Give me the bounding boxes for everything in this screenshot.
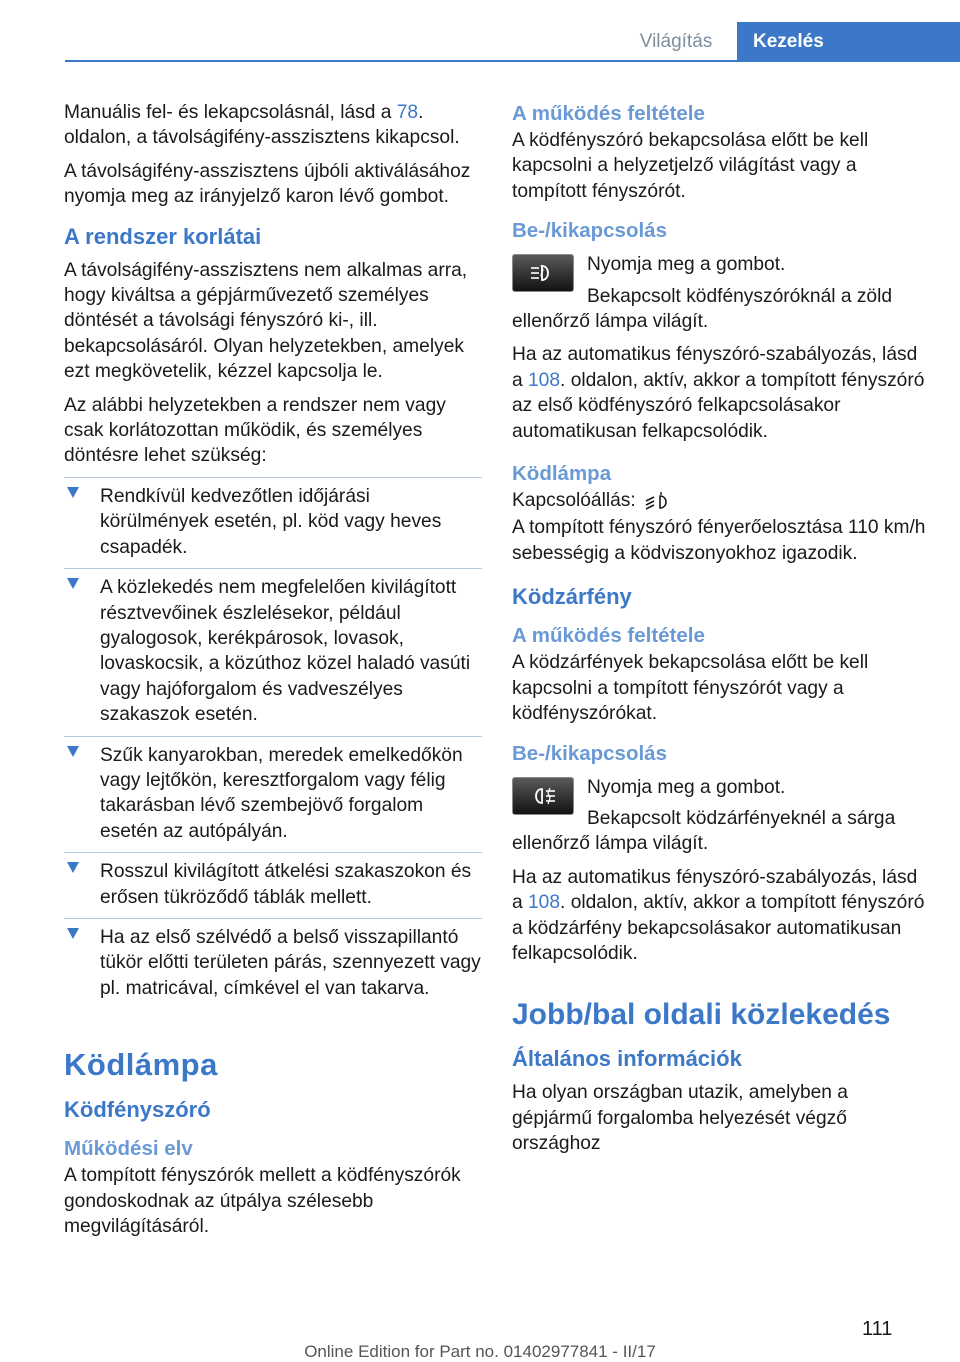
front-fog-light-button[interactable]: [512, 254, 574, 292]
front-fog-light-icon: [528, 262, 558, 284]
switch-position-label: Kapcsolóállás:: [512, 490, 636, 512]
left-column: [64, 100, 482, 1247]
heading-on-off-1: Be-/kikapcsolás: [512, 219, 667, 243]
list-item-text: Rendkívül kedvezőtlen időjárási körülmények esetén, pl. köd vagy heves csapadék.: [100, 485, 442, 558]
paragraph: [64, 100, 482, 151]
text: Ha az automatikus fényszóró-szabályozás, lásd a: [512, 866, 918, 914]
paragraph: Az alábbi helyzetekben a rendszer nem vagy csak korlátozottan működik, és személyes döntésre lehet szükség:: [64, 394, 446, 467]
footer-edition: Online Edition for Part no. 01402977841 - II/17: [304, 1342, 656, 1361]
list-item: [64, 477, 482, 568]
paragraph: A tompított fényszóró fényerőelosztása 110 km/h sebességig a ködviszonyokhoz igazodik.: [512, 517, 926, 564]
fog-light-button-block: [512, 252, 932, 334]
paragraph: Ha olyan országban utazik, amelyben a gépjármű forgalomba helyezését végző országhoz: [512, 1082, 848, 1155]
paragraph: A távolságifény-asszisztens nem alkalmas arra, hogy kiváltsa a gépjárművezető személyes döntését a távolsági fényszóró ki-, ill. bekapcsolásáról. Olyan helyzetekben, amelyek ezt megkövetelik, kézzel kapcsolja le.: [64, 259, 468, 383]
text: . oldalon, a távolságifény-asszisztens kikapcsol.: [64, 102, 460, 149]
text: . oldalon, aktív, akkor a tompított fényszóró a ködzárfény bekapcsolásakor automatikusan felkapcsolódik.: [512, 892, 925, 964]
page-link-108[interactable]: 108: [528, 892, 561, 914]
rear-fog-button-block: [512, 775, 932, 857]
heading-fog-lamp: Ködlámpa: [64, 1047, 218, 1083]
limitations-list: [64, 477, 482, 1009]
list-item-text: Rosszul kivilágított átkelési szakaszokon és erősen tükröződő táblák mellett.: [100, 861, 472, 908]
fog-light-switch-icon: [644, 490, 672, 512]
text: Manuális fel- és lekapcsolásnál, lásd a: [64, 102, 397, 123]
rear-fog-light-button[interactable]: [512, 777, 574, 815]
right-column: [512, 100, 932, 1165]
heading-left-right-traffic: Jobb/bal oldali közlekedés: [512, 998, 891, 1032]
bullet-triangle-icon: [67, 487, 79, 498]
button-instruction: Nyomja meg a gombot.: [587, 776, 786, 798]
text: Ha az automatikus fényszóró-szabályozás, lásd a: [512, 344, 918, 391]
text: . oldalon, aktív, akkor a tompított fényszóró az első ködfényszóró felkapcsolásakor automatikusan felkapcsolódik.: [512, 369, 925, 442]
page-link-108[interactable]: 108: [528, 369, 561, 391]
heading-fog-headlight: Ködfényszóró: [64, 1097, 211, 1123]
paragraph: A tompított fényszórók mellett a ködfényszórók gondoskodnak az útpálya szélesebb megvilágításáról.: [64, 1165, 461, 1237]
header-section-tab: Világítás: [639, 31, 713, 52]
button-description: Bekapcsolt ködzárfényeknél a sárga ellenőrző lámpa világít.: [512, 807, 896, 855]
list-item: [64, 918, 482, 1009]
button-description: Bekapcsolt ködfényszóróknál a zöld ellenőrző lámpa világít.: [512, 285, 893, 333]
list-item: [64, 852, 482, 918]
heading-operating-condition-1: A működés feltétele: [512, 102, 705, 125]
bullet-triangle-icon: [67, 578, 79, 589]
switch-position: [512, 488, 932, 513]
header-chapter-tab: Kezelés: [737, 22, 960, 62]
paragraph: A ködfényszóró bekapcsolása előtt be kell kapcsolni a helyzetjelző világítást vagy a tompított fényszórót.: [512, 130, 869, 202]
bullet-triangle-icon: [67, 928, 79, 939]
list-item-text: Ha az első szélvédő a belső visszapillantó tükör előtti területen párás, szennyezett vagy pl. matricával, címkével el van takarva.: [100, 926, 481, 999]
heading-rear-fog-light: Ködzárfény: [512, 584, 632, 610]
heading-on-off-2: Be-/kikapcsolás: [512, 741, 667, 765]
bullet-triangle-icon: [67, 746, 79, 757]
paragraph: [512, 865, 932, 967]
button-instruction: Nyomja meg a gombot.: [587, 254, 786, 276]
page-number: 111: [862, 1318, 893, 1340]
heading-fog-lamp-mode: Ködlámpa: [512, 462, 612, 486]
heading-general-info: Általános információk: [512, 1046, 742, 1072]
heading-system-limits: A rendszer korlátai: [64, 223, 262, 249]
paragraph: A távolságifény-asszisztens újbóli aktiválásához nyomja meg az irányjelző karon lévő gombot.: [64, 160, 471, 208]
page-link-78[interactable]: 78: [396, 102, 419, 123]
list-item: [64, 568, 482, 735]
paragraph: A ködzárfények bekapcsolása előtt be kell kapcsolni a tompított fényszórót vagy a ködfényszórókat.: [512, 652, 869, 725]
bullet-triangle-icon: [67, 862, 79, 873]
paragraph: [512, 342, 932, 444]
list-item-text: A közlekedés nem megfelelően kivilágított résztvevőinek észlelésekor, például gyalogosok, kerékpárosok, lovasok, lovaskocsik, a közúthoz közel haladó vasúti vagy hajóforgalom és vadveszélyes szakaszok esetén.: [100, 577, 471, 726]
heading-operating-principle: Működési elv: [64, 1137, 193, 1161]
rear-fog-light-icon: [528, 785, 558, 807]
header-rule: [65, 60, 960, 62]
list-item: [64, 736, 482, 853]
heading-operating-condition-2: A működés feltétele: [512, 624, 705, 648]
list-item-text: Szűk kanyarokban, meredek emelkedőkön vagy lejtőkön, keresztforgalom vagy félig takarásban lévő szembejövő forgalom esetén az autópályán.: [100, 744, 463, 842]
